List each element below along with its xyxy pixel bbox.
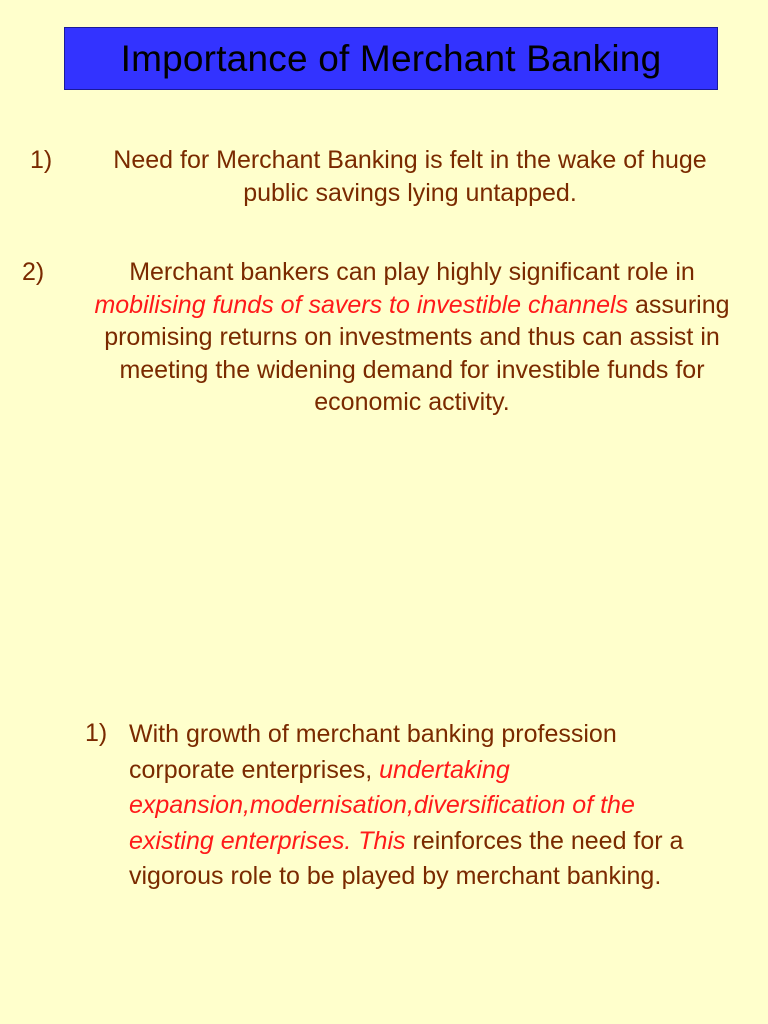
list-item-text-segment (214, 827, 221, 855)
list-item (22, 256, 746, 419)
highlighted-phrase: enterprises. This (220, 826, 406, 855)
highlighted-phrase: undertaking expansion,modernisation,diversification of the existing (129, 755, 635, 855)
slide-title: Importance of Merchant Banking (120, 37, 662, 79)
list-item-text (82, 144, 738, 209)
list-item-text-segment: With growth of merchant banking profession corporate enterprises, (129, 720, 617, 784)
list-item-text-segment: Merchant bankers can play highly significant role in (129, 258, 695, 286)
list-item-number: 1) (85, 719, 108, 747)
list-item (85, 717, 725, 895)
list-item-text (78, 256, 746, 419)
list-item-number: 2) (22, 258, 45, 286)
list-item-text-segment: Need for Merchant Banking is felt in the wake of huge public savings lying untapped. (113, 146, 707, 207)
list-item-text (129, 717, 725, 895)
list-item (30, 144, 738, 209)
list-item-text-segment: assuring promising returns on investments and thus can assist in meeting the widening demand for investible funds for economic activity. (104, 290, 730, 416)
list-item-text-segment: reinforces the need for a vigorous role to be played by merchant banking. (129, 826, 684, 890)
highlighted-phrase: mobilising funds of savers to investible channels (94, 290, 629, 319)
title-bar (64, 27, 718, 90)
list-item-number: 1) (30, 146, 53, 174)
